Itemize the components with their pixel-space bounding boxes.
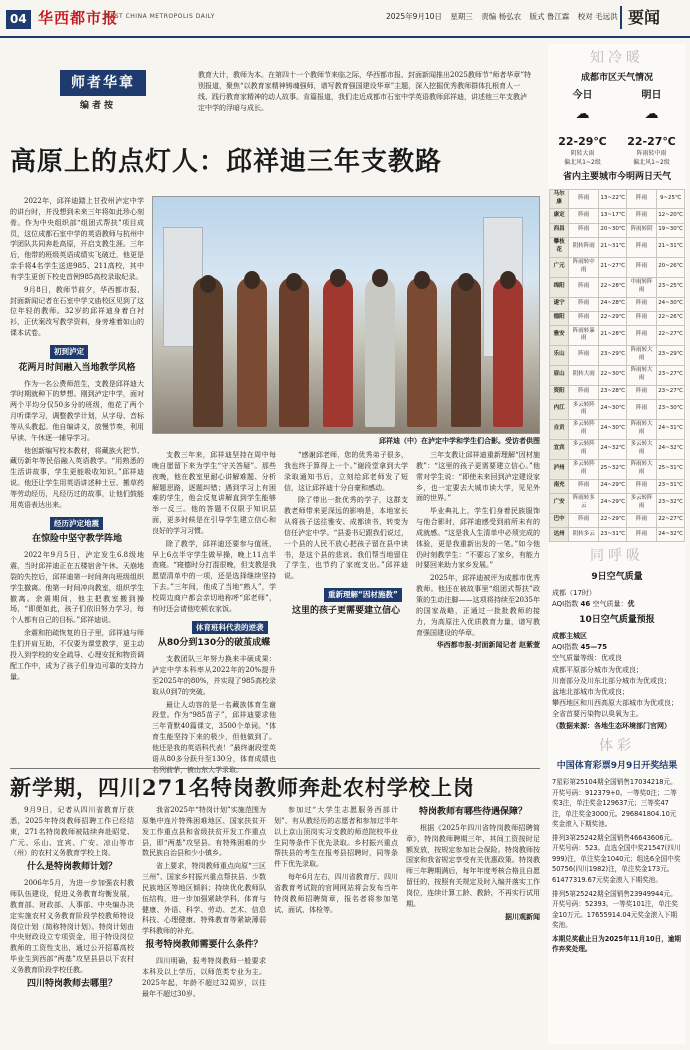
weather-cell: 阵雨转多云	[569, 493, 599, 513]
weather-cell: 阵雨	[569, 277, 599, 297]
subhead: 什么是特岗教师计划？	[26, 862, 117, 873]
aq-quality-value: 优	[627, 599, 635, 608]
weather-cell: 23~30℃	[657, 400, 685, 420]
weather-cell: 24~30℃	[599, 400, 627, 420]
main-content	[10, 44, 540, 774]
aq-line: 全省首要污染物以臭氧为主。	[552, 710, 643, 719]
designer-credit: 版式 鲁江霖	[529, 12, 570, 21]
weather-cell: 阴转大雨	[569, 365, 599, 385]
story2	[10, 768, 540, 1048]
weather-row	[550, 513, 685, 527]
weather-cell: 21~28℃	[599, 326, 627, 346]
weather-cell: 24~32℃	[657, 528, 685, 542]
weather-row	[550, 189, 685, 209]
weather-cell: 阵雨	[569, 297, 599, 311]
weather-cell: 阵雨转大雨	[627, 459, 657, 479]
weather-row	[550, 277, 685, 297]
weather-cell: 19~30℃	[657, 223, 685, 237]
weather-cell: 24~28℃	[599, 297, 627, 311]
weather-today-wind: 偏北风1~2级	[564, 158, 601, 166]
weather-title: 成都市区天气情况	[580, 73, 653, 84]
story1-column-d	[416, 450, 540, 740]
subhead-tag: 重新理解“因材施教”	[324, 588, 402, 602]
subhead: 特岗教师有哪些待遇保障？	[418, 807, 527, 817]
weather-cell: 阵雨	[569, 223, 599, 237]
weather-cell: 多云转阵雨	[627, 493, 657, 513]
weather-row	[550, 439, 685, 459]
weather-cell: 阵雨	[627, 385, 657, 399]
weather-cell: 24~31℃	[657, 419, 685, 439]
weather-tomorrow-label: 明日	[641, 90, 662, 102]
person-head	[330, 269, 346, 287]
weather-cell: 24~29℃	[599, 479, 627, 493]
province-weather-title: 省内主要城市今明两日天气	[562, 172, 671, 183]
story2-column-d	[406, 805, 540, 1045]
subhead-tag: 体育班科代表的逆袭	[192, 621, 268, 635]
sidebar-banner: 体彩	[599, 737, 635, 754]
subhead: 花两月时间融入当地教学风格	[18, 362, 136, 373]
weather-cell: 12~20℃	[657, 209, 685, 223]
weather-city: 眉山	[550, 365, 569, 385]
weather-row	[550, 385, 685, 399]
province-weather-table	[549, 189, 685, 543]
weather-row	[550, 528, 685, 542]
story1-column-b	[152, 450, 276, 774]
aq-forecast-city: 成都主城区	[552, 632, 587, 641]
weather-city: 乐山	[550, 345, 569, 365]
weather-cell: 24~29℃	[599, 493, 627, 513]
rain-cloud-icon: ☁	[575, 105, 590, 122]
sidebar	[548, 44, 686, 1044]
weather-cell: 23~29℃	[657, 345, 685, 365]
story1-paragraph: 除了带出一批优秀的学子，这群支教老师带来更深远的影响是，本地家长从将孩子送往雅安、成都读书，转变为信任泸定中学。“县委书记跟我们说过，一个县的人民不放心把孩子留在县中读书，是这个县的悲哀。我们帮当地留住了学生，也节约了家庭支出。”邱祥迪说。	[284, 496, 408, 581]
weather-cell: 阵雨转大雨	[627, 365, 657, 385]
weather-cell: 21~31℃	[657, 237, 685, 257]
weather-cell: 阵雨	[627, 326, 657, 346]
weather-cell: 阵雨转中雨	[569, 257, 599, 277]
issue-date: 2025年9月10日	[386, 12, 442, 21]
weather-city: 南充	[550, 479, 569, 493]
story2-paragraph: 9月9日，记者从四川省教育厅获悉，2025年特岗教师招聘工作已经结束，271名特岗教师被陆续奔赴昭觉、广元、乐山、宜宾、广安、凉山等市（州）的农村义务教育学校上岗。	[10, 806, 134, 858]
weather-city: 自贡	[550, 419, 569, 439]
subhead: 在惊险中坚守教学阵地	[31, 534, 122, 545]
story2-column-b	[142, 805, 266, 1045]
story1-paragraph: 作为一名公费师范生，支教是邱祥迪大学时期就种下的梦想。刚到泸定中学，面对两个平均分仅50多分的班级，他花了两个月听课学习，调整教学计划，从字母、音标等从头教起。他自编讲义，放慢节奏，利用早读、午休逐一辅导学习。	[10, 379, 144, 442]
lottery-paragraph: 排列3第25242期全国销售46643606元。开奖号码：523。直选全国中奖21547(四川999)注，单注奖金1040元；组选6全国中奖50756(四川1982)注，单注奖金173元。61477319.67元奖金滚入下期奖池。	[552, 833, 681, 884]
weather-cell: 23~25℃	[657, 277, 685, 297]
story1-paragraph: 他创新编写校本教材，将藏族火把节、藏历新年等民俗融入英语教学。“用熟悉的生活讲故事，学生更能吸收知识。”邱祥迪说。他还让学生用英语讲述种土豆、搬草药等劳动经历，凡经历过的故事，让他们鼓能用英语表达出来。	[10, 446, 144, 509]
masthead-meta	[386, 12, 624, 23]
story1-paragraph: 最让人动容的是一名藏族体育生谢段堂。作为“985苗子”，邱祥迪要求他三年背默40篇课文，3500个单词。“体育生能坚持下来的极少，但他做到了。他还是我的英语科代表！”最终谢段堂英语从80多分跃升至130分，体育成绩也名列前茅，被山东大学录取。	[152, 700, 276, 774]
weather-row	[550, 237, 685, 257]
aq-line: 成都平原部分城市为优或良；	[552, 665, 643, 674]
person-figure	[451, 277, 481, 427]
story2-byline: 据川观新闻	[505, 912, 540, 921]
weather-cell: 22~27℃	[657, 326, 685, 346]
weather-cell: 阵雨	[569, 479, 599, 493]
story2-paragraph: 我省2025年“特岗计划”实施范围为原集中连片特殊困难地区、国家扶贫开发工作重点县和省级扶贫开发工作重点县，即“两基”攻坚县。有特殊困难的少数民族自治县和少小镇乡。	[142, 806, 266, 858]
story1-paragraph: 2022年，邱祥迪踏上甘孜州泸定中学的讲台时，并没想到未来三年将如此珍心刻骨。作为中央组织部“组团式帮扶”项目成员，这位成都石室中学的英语教师与杭州中学团队共同奔赴高原，开启支教生涯。三年后，他带的班级英语成绩实飞破迁，他更是亲手将4名学生送进985、211高校，其中有学生更创下校史首例985高校录取纪录。	[10, 197, 144, 281]
weather-cell: 阵雨转暴雨	[569, 326, 599, 346]
weather-cell: 多云转阵雨	[569, 459, 599, 479]
weather-cell: 9~25℃	[657, 189, 685, 209]
weather-city: 马尔康	[550, 189, 569, 209]
person-head	[244, 271, 260, 289]
weather-cell: 23~31℃	[657, 479, 685, 493]
weather-row	[550, 345, 685, 365]
story1-paragraph: 余震和拍疏恢复的日子里，邱祥迪与师生们并肩互助，不仅要为课堂教学，更主动投入到学校的安全疏导、心理安抚和物资调配工作中，成为了孩子们身边可靠的支持力量。	[10, 629, 144, 681]
weather-cell: 20~30℃	[599, 223, 627, 237]
weather-cell: 22~29℃	[599, 513, 627, 527]
person-head	[500, 271, 516, 289]
lottery-paragraph: 本期兑奖截止日为2025年11月10日，逾期作弃奖处理。	[552, 934, 682, 954]
lottery-title: 中国体育彩票9月9日开奖结果	[556, 761, 678, 771]
weather-cell: 阵雨	[569, 189, 599, 209]
weather-city: 资阳	[550, 385, 569, 399]
story1-photo	[152, 196, 540, 434]
aq-forecast-aqi-value: 45—75	[580, 643, 607, 652]
air-quality-block	[548, 588, 686, 610]
weather-cell: 21~31℃	[599, 237, 627, 257]
story1-paragraph: 9月8日，教师节前夕，华西都市报、封面新闻记者在石室中学文庙校区见到了这位年轻的教师。32岁的邱祥迪身着白衬衫，正伏案改写教学资料，身旁堆着如山的课本试卷。	[10, 285, 144, 338]
person-head	[458, 273, 474, 291]
weather-city: 攀枝花	[550, 237, 569, 257]
weather-tomorrow-desc: 阵雨转中雨	[636, 150, 667, 158]
weather-cell: 阵雨	[627, 528, 657, 542]
weather-cell: 阵雨	[569, 385, 599, 399]
story2-column-a	[10, 805, 134, 1045]
aq-quality-label: 空气质量：	[592, 599, 628, 608]
weather-cell: 13~22℃	[599, 189, 627, 209]
weather-summary	[548, 89, 686, 167]
weather-cell: 阵雨	[627, 513, 657, 527]
weather-cell: 阵雨	[627, 479, 657, 493]
weather-row	[550, 419, 685, 439]
weather-today-desc: 阴转大雨	[570, 150, 595, 158]
weather-tomorrow-wind: 偏北风1~2级	[633, 158, 670, 166]
aq-line: 攀西地区和川西高原大部城市为优或良；	[552, 699, 678, 708]
subhead: 从80分到130分的破茧成蝶	[157, 638, 271, 649]
weather-cell: 23~31℃	[599, 528, 627, 542]
weather-cell: 22~30℃	[599, 365, 627, 385]
weather-row	[550, 257, 685, 277]
weather-city: 泸州	[550, 459, 569, 479]
weather-cell: 23~27℃	[657, 365, 685, 385]
weather-city: 德阳	[550, 311, 569, 325]
weather-cell: 多云转阵雨	[569, 400, 599, 420]
proofreader-credit: 校对 毛远洪	[577, 12, 618, 21]
editor-credit: 责编 杨弘农	[481, 12, 522, 21]
story1-paragraph: 除了教学，邱祥迪还要参与值班，早上6点半守学生做早操，晚上11点半查寝。“寝德时分打混很晚，但支教是我愿望清单中的一项，还是选择继续坚持下去。”三年间，他成了当地“熟人”，学校周边商户都会亲切地称呼“邱老师”，有时还会请他吃顿农家饭。	[152, 539, 276, 613]
photo-caption: 邱祥迪（中）在泸定中学和学生们合影。受访者供图	[379, 437, 540, 445]
weather-cell: 23~27℃	[657, 385, 685, 399]
weather-cell: 阵雨	[569, 345, 599, 365]
story2-headline: 新学期，四川271名特岗教师奔赴农村学校上岗	[10, 775, 475, 800]
story1-paragraph: 毕业典礼上，学生们身着民族服饰与他合影时，邱祥迪感受到前所未有的成就感。“这是我人生清单中必须完成的体验，更是我重新出发的一笔。”如今他仍时刻教学生：“不要忘了家乡，有能力时要回来助力家乡发展。”	[416, 507, 540, 570]
section-label: 要闻	[620, 6, 660, 29]
weather-city: 遂宁	[550, 297, 569, 311]
aq-source: （数据来源：各地生态环境部门官网）	[552, 721, 671, 730]
story2-paragraph: 四川明确，报考特岗教师一般要求本科及以上学历，以师范类专业为主。2025年起，年龄不超过32周岁，以往最年不超过30岁。	[142, 957, 266, 998]
person-figure	[323, 277, 353, 427]
editor-note: 教育大计，教师为本。在第四十一个教师节来临之际，华西都市报、封面新闻推出2025教师节“师者华章”特别报道，聚焦“以教育家精神铸魂强师，谱写教育强国建设华章”主题，深入挖掘优秀教师群体扎根育人一线、践行教育家精神的动人故事。肯篇报道，我们走近成都市石室中学英语教师邱祥迪，讲述他三年支教泸定中学的浮暗与成长。	[198, 71, 531, 112]
masthead	[0, 0, 690, 38]
column-badge: 师者华章	[60, 70, 146, 96]
weather-row	[550, 400, 685, 420]
aq-line: 川南部分及川东北部分城市为优或良；	[552, 676, 671, 685]
weather-city: 广元	[550, 257, 569, 277]
paper-english-name: WEST CHINA METROPOLIS DAILY	[104, 13, 215, 20]
weather-cell: 阵雨	[627, 311, 657, 325]
weather-cell: 阵雨	[569, 513, 599, 527]
subhead: 报考特岗教师需要什么条件？	[145, 940, 263, 951]
aq-forecast-level: 空气质量等级：优或良	[552, 654, 622, 663]
story1-headline: 高原上的点灯人：邱祥迪三年支教路	[10, 147, 443, 177]
weather-city: 西昌	[550, 223, 569, 237]
weather-cell: 阵雨	[627, 257, 657, 277]
story1-column-c	[284, 450, 408, 740]
weather-cell: 22~27℃	[657, 513, 685, 527]
weather-city: 雅安	[550, 326, 569, 346]
subhead: 这里的孩子更需要建立信心	[291, 605, 400, 616]
weather-row	[550, 209, 685, 223]
weather-tomorrow-temp: 22-27℃	[627, 135, 676, 149]
weather-cell: 25~31℃	[657, 459, 685, 479]
story1-column-a	[10, 196, 144, 724]
aq-city: 成都（17时）	[552, 588, 596, 597]
weather-city: 绵阳	[550, 277, 569, 297]
weather-cell: 阵雨转大雨	[627, 345, 657, 365]
weather-city: 康定	[550, 209, 569, 223]
weather-cell: 22~29℃	[599, 311, 627, 325]
weather-cell: 24~32℃	[599, 439, 627, 459]
weather-row	[550, 223, 685, 237]
aq-index-label: AQI指数	[552, 599, 579, 608]
weather-city: 巴中	[550, 513, 569, 527]
weather-cell: 阵雨	[627, 237, 657, 257]
weather-cell: 23~28℃	[599, 385, 627, 399]
story2-paragraph: 2006年5月，为进一步加强农村教师队伍建设，促进义务教育均衡发展，教育部、财政部、人事部、中央编办决定实施农村义务教育阶段学校教师特设岗位计划（简称特岗计划）。特岗计划由中央财政设立专项资金，用于特设岗位教师的工资性支出，通过公开招募高校毕业生到西部“两基”攻坚县县以下农村义务教育阶段学校任教。	[10, 879, 134, 974]
weather-cell: 23~32℃	[657, 493, 685, 513]
aq-forecast-aqi	[552, 642, 682, 653]
weather-cell: 阵雨转大雨	[627, 419, 657, 439]
weather-cell: 25~32℃	[599, 459, 627, 479]
weather-city: 广安	[550, 493, 569, 513]
lottery-paragraph: 7星彩第25104期全国销售17034218元。开奖号码：912379+0。一等奖0注；二等奖3注，单注奖金129637元；三等奖47注，单注奖金3000元。296841804.10元奖金滚入下期奖池。	[552, 778, 677, 829]
story2-paragraph: 省上要求，特岗教师重点向原“三区三州”、国家乡村振兴重点帮扶县、少数民族地区等地区倾斜；持续优化教师队伍结构，进一步加强紧缺学科、体育与健康、外语、科学、劳动、艺术、信息科技、心理健康、特殊教育等紧缺薄弱学科教师的补充。	[142, 862, 266, 936]
weather-city: 内江	[550, 400, 569, 420]
column-badge-sub: 编者按	[80, 101, 117, 111]
story2-paragraph: 根据《2025年四川省特岗教师招聘简章》，特岗教师聘期三年，其间工资按时足额发放，按规定参加社会保险。特岗教师按国家和我省规定享受有关优惠政策。特岗教师三年聘期满后，每年年度考核合格且自愿留任的，按照有关规定及时入编并落实工作岗位，连续计算工龄、教龄，不再实行试用期。	[406, 823, 540, 908]
weather-cell: 24~30℃	[657, 297, 685, 311]
weather-row	[550, 459, 685, 479]
weather-cell: 阵雨	[627, 189, 657, 209]
aq-index-value: 46	[580, 599, 591, 608]
weather-row	[550, 311, 685, 325]
weather-row	[550, 326, 685, 346]
weather-cell: 中雨转阵雨	[627, 277, 657, 297]
weather-cell: 21~27℃	[599, 257, 627, 277]
weather-cell: 阵雨	[627, 400, 657, 420]
weather-row	[550, 365, 685, 385]
weather-cell: 阵雨转阴	[627, 223, 657, 237]
paper-name: 华西都市报	[38, 9, 119, 27]
weather-tomorrow	[620, 89, 684, 167]
weather-cell: 多云转大雨	[627, 439, 657, 459]
subhead-tag: 经历泸定地震	[50, 517, 103, 531]
weather-cell: 20~26℃	[657, 257, 685, 277]
rain-cloud-icon: ☁	[644, 105, 659, 122]
story1-paragraph: 三年支教让邱祥迪重新理解“因材施教”：“这里的孩子更需要建立信心。”他常对学生说：“即使未来回到泸定建设家乡，也一定要去大城市读大学，见见外面的世界。”	[416, 451, 540, 503]
weather-city: 达州	[550, 528, 569, 542]
lottery-block	[548, 777, 686, 955]
person-figure	[193, 277, 223, 427]
page-number: 04	[6, 10, 31, 29]
weather-today-label: 今日	[572, 90, 593, 102]
weather-row	[550, 479, 685, 493]
air-forecast-title: 10日空气质量预报	[579, 614, 655, 625]
weather-row	[550, 493, 685, 513]
weather-row	[550, 297, 685, 311]
weather-cell: 24~32℃	[657, 439, 685, 459]
story2-paragraph: 参加过“大学生志愿服务西部计划”、有从教经历的志愿者和参加过半年以上京山顶岗实习支教的师范院校毕业生同等条件下优先录取。乡村振兴重点帮扶县的考生在报考县招聘时，同等条件下优先录取。	[274, 806, 398, 869]
person-head	[286, 273, 302, 291]
weather-cell: 22~26℃	[657, 311, 685, 325]
lottery-paragraph: 排列5第25242期全国销售23949944元。开奖号码：52393。一等奖101注，单注奖金10万元。17655914.04元奖金滚入下期奖池。	[552, 889, 678, 930]
weather-cell: 多云转阵雨	[569, 419, 599, 439]
person-figure	[493, 277, 523, 427]
weather-cell: 阵雨	[569, 209, 599, 223]
story1-paragraph: 2022年9月5日，泸定发生6.8级地震，当时邱祥迪正在五楼宿舍午休。天崩地裂的失控后，邱祥迪第一时间奔向班级组织学生撤离。他第一时间冲向教室，组织学生撤离。余震期间，他主把教室搬到操场，“即便如此，孩子们依旧努力学习，每个人都有自己的目标。”邱祥迪说。	[10, 551, 144, 625]
story1-paragraph: “感谢邱老师，您的优秀弟子很多，我也终于算得上一个。”谢段堂拿到大学录取通知书后，立刻给邱老师发了短信，这让邱祥迪十分自豪和感动。	[284, 451, 408, 492]
story2-paragraph: 每年6月左右，四川省教育厅、四川省教育考试院的官网网站将会发布当年特岗教师招聘简章，报名者将参加笔试、面试、体检等。	[274, 873, 398, 914]
story1-paragraph: 支教团队三年努力换来丰硕成果：泸定中学本科率从2022年的20%提升至2025年的80%，并实现了985高校录取从0到7的突破。	[152, 655, 276, 696]
weather-cell: 阴转阵雨	[569, 237, 599, 257]
story2-column-c	[274, 805, 398, 1045]
weather-cell: 22~28℃	[599, 277, 627, 297]
person-figure	[407, 277, 437, 427]
person-head	[414, 271, 430, 289]
person-head	[200, 275, 216, 293]
person-head	[372, 269, 388, 287]
person-figure	[279, 277, 309, 427]
air-forecast-block	[548, 631, 686, 732]
person-figure	[237, 277, 267, 427]
air-quality-title: 9日空气质量	[591, 571, 643, 582]
story1-byline: 华西都市报-封面新闻记者 赵紫萱	[436, 641, 540, 650]
weather-cell: 阴转多云	[569, 528, 599, 542]
aq-forecast-aqi-label: AQI指数	[552, 643, 579, 652]
person-figure	[365, 277, 395, 427]
sidebar-banner: 同呼吸	[590, 548, 644, 565]
weather-cell: 阵雨	[569, 311, 599, 325]
weather-cell: 阵雨	[627, 297, 657, 311]
story1-paragraph: 2025年，邱祥迪被评为成都市优秀教师。他还在被故事里“组团式帮扶”政策的生动注脚——这项将持续至2035年的国家战略，正通过一批批教师的接力，为高原注入优质教育力量，谱写教育强国建设的华章。	[416, 574, 540, 637]
issue-weekday: 星期三	[450, 12, 473, 21]
weather-cell: 24~30℃	[599, 419, 627, 439]
weather-city: 宜宾	[550, 439, 569, 459]
weather-cell: 23~29℃	[599, 345, 627, 365]
subhead-tag: 初到泸定	[50, 345, 88, 359]
subhead: 四川特岗教师去哪里？	[26, 978, 117, 989]
weather-cell: 13~17℃	[599, 209, 627, 223]
aq-line: 盆地北部城市为优或良；	[552, 687, 629, 696]
weather-today	[551, 89, 615, 167]
weather-cell: 阵雨	[627, 209, 657, 223]
weather-today-temp: 22-29℃	[558, 135, 607, 149]
weather-cell: 多云转阵雨	[569, 439, 599, 459]
story1-paragraph: 支教三年来，邱祥迪坚持在周中每晚自愿留下来为学生“守关答疑”。那些夜晚，他在教室里耐心讲解难题、分析解题思路，逐题纠错；遇到学习上有困难的学生，他会反复讲解直到学生能够举一反三。他的答题不仅限于知识层面，更多时候是在引导学生建立信心和良好的学习习惯。	[152, 451, 276, 535]
aq-line	[552, 599, 682, 610]
sidebar-banner: 知冷暖	[590, 50, 644, 66]
